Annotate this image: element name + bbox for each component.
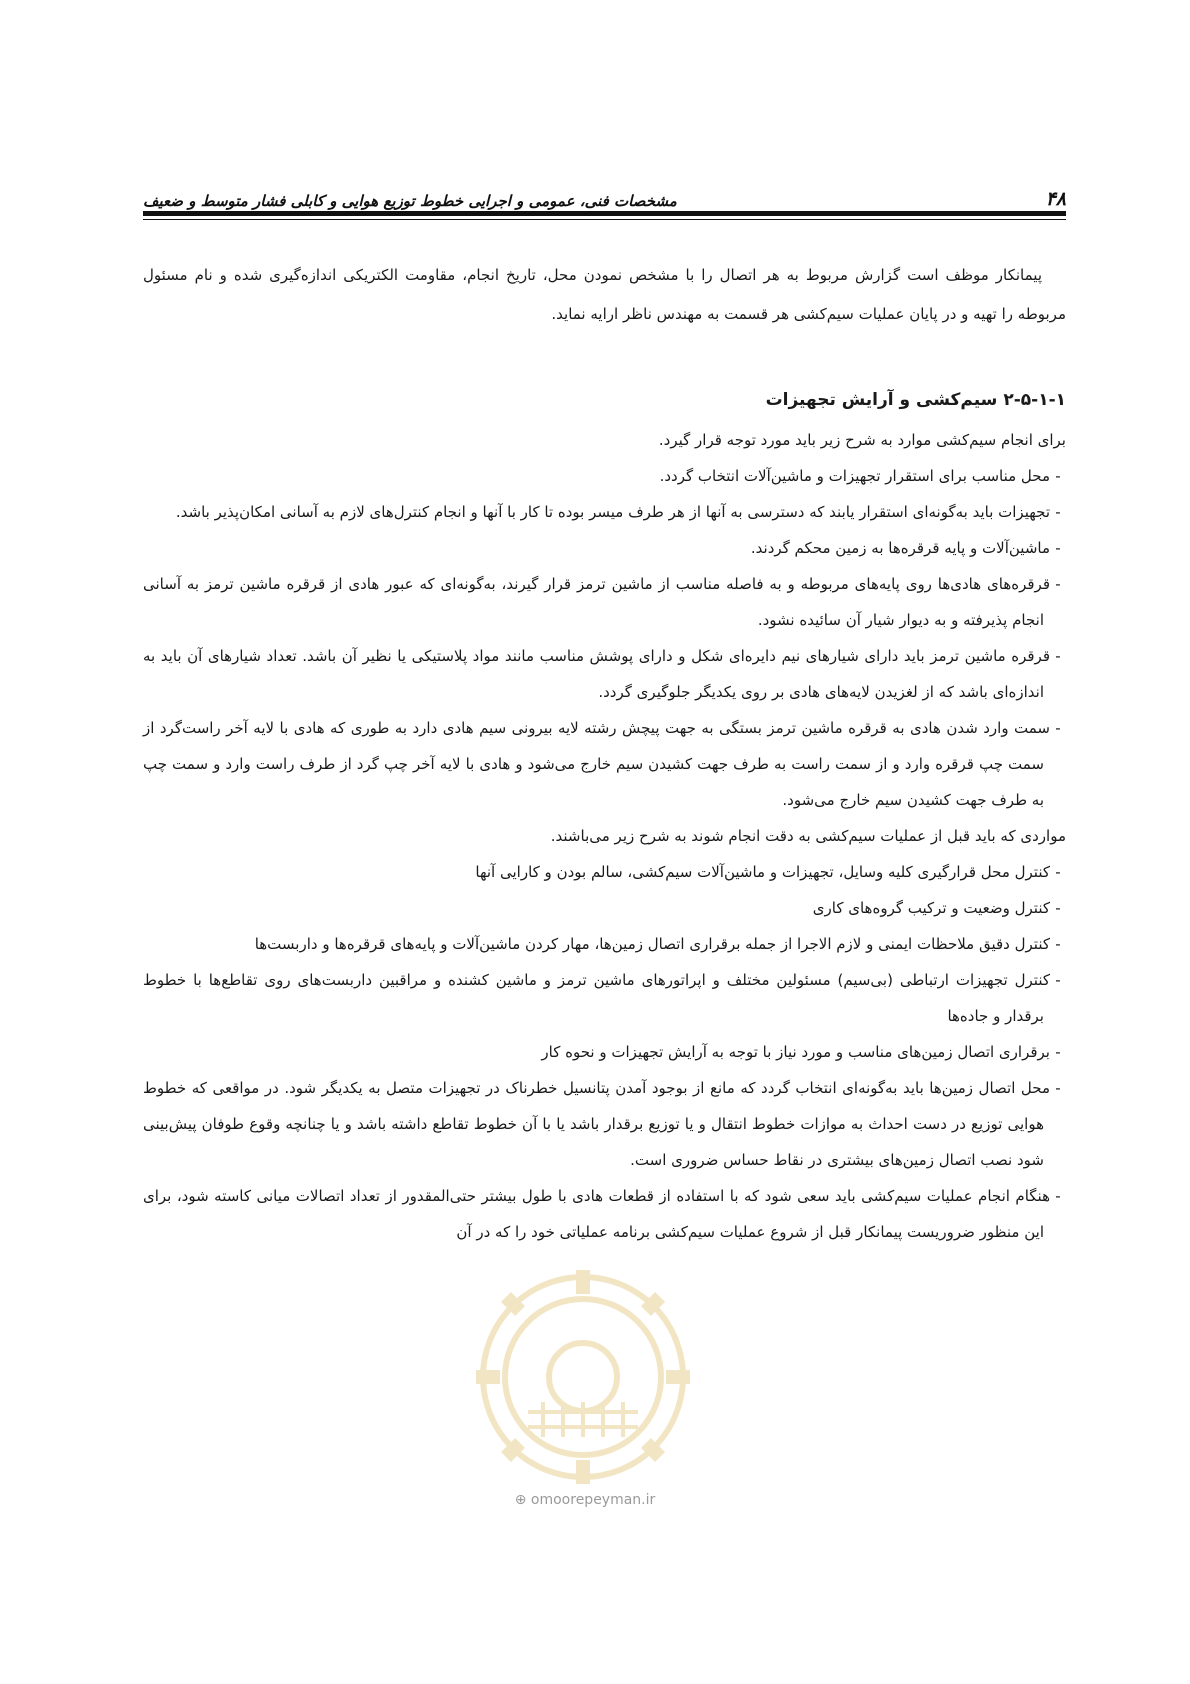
list-item [143, 566, 1066, 638]
section-heading: ۲-۵-۱-۱ سیم‌کشی و آرایش تجهیزات [765, 390, 1066, 410]
section-lead: برای انجام سیم‌کشی موارد به شرح زیر باید مورد توجه قرار گیرد. [658, 431, 1066, 449]
running-title: مشخصات فنی، عمومی و اجرایی خطوط توزیع هوایی و کابلی فشار متوسط و ضعیف [143, 192, 677, 210]
list-item [143, 638, 1066, 710]
section-lead-2: مواردی که باید قبل از عملیات سیم‌کشی به دقت انجام شوند به شرح زیر می‌باشند. [550, 827, 1066, 845]
list-item [143, 926, 1066, 962]
dash-bullet-icon: - [1055, 935, 1061, 953]
list-item [143, 494, 1066, 530]
watermark-site-label [470, 1492, 700, 1508]
page-number: ۴۸ [1045, 188, 1066, 210]
dash-bullet-icon: - [1055, 647, 1061, 665]
dash-bullet-icon: - [1055, 1043, 1061, 1061]
list-item [143, 530, 1066, 566]
dash-bullet-icon: - [1055, 1079, 1061, 1097]
page-content [143, 256, 1066, 1250]
list-item-text: سمت وارد شدن هادی به قرقره ماشین ترمز بستگی به جهت پیچش رشته لایه بیرونی سیم هادی دارد به طوری که هادی با لایه آخر راست‌گرد از سمت چپ قرقره وارد و از سمت راست به طرف جهت کشیدن سیم خارج می‌شود و هادی با لایه آخر چپ گرد از طرف راست وارد و سمت چپ به طرف جهت کشیدن سیم خارج می‌شود. [143, 719, 1050, 809]
list-item [143, 458, 1066, 494]
globe-icon: ⊕ [514, 1492, 527, 1508]
dash-bullet-icon: - [1055, 467, 1061, 485]
pre-wiring-checklist [143, 854, 1066, 1250]
dash-bullet-icon: - [1055, 971, 1061, 989]
header-rule-thick [143, 211, 1066, 216]
intro-paragraph: پیمانکار موظف است گزارش مربوط به هر اتصال را با مشخص نمودن محل، تاریخ انجام، مقاومت الکتریکی اندازه‌گیری شده و نام مسئول مربوطه را تهیه و در پایان عملیات سیم‌کشی هر قسمت به مهندس ناظر ارایه نماید. [143, 266, 1066, 323]
dash-bullet-icon: - [1055, 863, 1061, 881]
list-item-text: کنترل تجهیزات ارتباطی (بی‌سیم) مسئولین مختلف و اپراتورهای ماشین ترمز و ماشین کشنده و مراقبین داربست‌های روی تقاطع‌ها با خطوط برقدار و جاده‌ها [143, 971, 1050, 1025]
list-item-text: ماشین‌آلات و پایه قرقره‌ها به زمین محکم گردند. [750, 539, 1050, 557]
dash-bullet-icon: - [1055, 575, 1061, 593]
list-item-text: تجهیزات باید به‌گونه‌ای استقرار یابند که دسترسی به آنها از هر طرف میسر بوده تا کار با آنها و انجام کنترل‌های لازم به آسانی امکان‌پذیر باشد. [175, 503, 1050, 521]
list-item-text: برقراری اتصال زمین‌های مناسب و مورد نیاز با توجه به آرایش تجهیزات و نحوه کار [541, 1043, 1050, 1061]
list-item-text: قرقره‌های هادی‌ها روی پایه‌های مربوطه و به فاصله مناسب از ماشین ترمز قرار گیرند، به‌گونه‌ای که عبور هادی از قرقره ماشین ترمز به آسانی انجام پذیرفته و به دیوار شیار آن سائیده نشود. [143, 575, 1050, 629]
page-header [143, 188, 1066, 210]
list-item [143, 890, 1066, 926]
list-item-text: کنترل محل قرارگیری کلیه وسایل، تجهیزات و ماشین‌آلات سیم‌کشی، سالم بودن و کارایی آنها [475, 863, 1050, 881]
dash-bullet-icon: - [1055, 539, 1061, 557]
list-item-text: کنترل وضعیت و ترکیب گروه‌های کاری [812, 899, 1050, 917]
list-item-text: قرقره ماشین ترمز باید دارای شیارهای نیم دایره‌ای شکل و دارای پوشش مناسب مانند مواد پلاستیکی یا نظیر آن باشد. تعداد شیارهای آن باید به اندازه‌ای باشد که از لغزیدن لایه‌های هادی بر روی یکدیگر جلوگیری گردد. [143, 647, 1050, 701]
dash-bullet-icon: - [1055, 719, 1061, 737]
list-item-text: محل مناسب برای استقرار تجهیزات و ماشین‌آلات انتخاب گردد. [659, 467, 1050, 485]
dash-bullet-icon: - [1055, 1187, 1061, 1205]
list-item [143, 854, 1066, 890]
list-item [143, 1070, 1066, 1178]
dash-bullet-icon: - [1055, 503, 1061, 521]
header-rule-thin [143, 219, 1066, 220]
requirements-list [143, 458, 1066, 818]
watermark-logo-icon [468, 1262, 698, 1492]
list-item-text: محل اتصال زمین‌ها باید به‌گونه‌ای انتخاب گردد که مانع از بوجود آمدن پتانسیل خطرناک در تجهیزات متصل به یکدیگر شود. در مواقعی که خطوط هوایی توزیع در دست احداث به موازات خطوط انتقال و یا توزیع برقدار باشد یا با آن خطوط تقاطع داشته باشد و یا چنانچه وقوع طوفان پیش‌بینی شود نصب اتصال زمین‌های بیشتری در نقاط حساس ضروری است. [143, 1079, 1050, 1169]
list-item [143, 962, 1066, 1034]
list-item-text: کنترل دقیق ملاحظات ایمنی و لازم الاجرا از جمله برقراری اتصال زمین‌ها، مهار کردن ماشین‌آلات و پایه‌های قرقره‌ها و داربست‌ها [254, 935, 1050, 953]
list-item [143, 1034, 1066, 1070]
list-item [143, 1178, 1066, 1250]
dash-bullet-icon: - [1055, 899, 1061, 917]
list-item-text: هنگام انجام عملیات سیم‌کشی باید سعی شود که با استفاده از قطعات هادی با طول بیشتر حتی‌المقدور از تعداد اتصالات میانی کاسته شود، برای این منظور ضروریست پیمانکار قبل از شروع عملیات سیم‌کشی برنامه عملیاتی خود را که در آن [143, 1187, 1050, 1241]
list-item [143, 710, 1066, 818]
watermark-site-text: omoorepeyman.ir [530, 1492, 656, 1508]
